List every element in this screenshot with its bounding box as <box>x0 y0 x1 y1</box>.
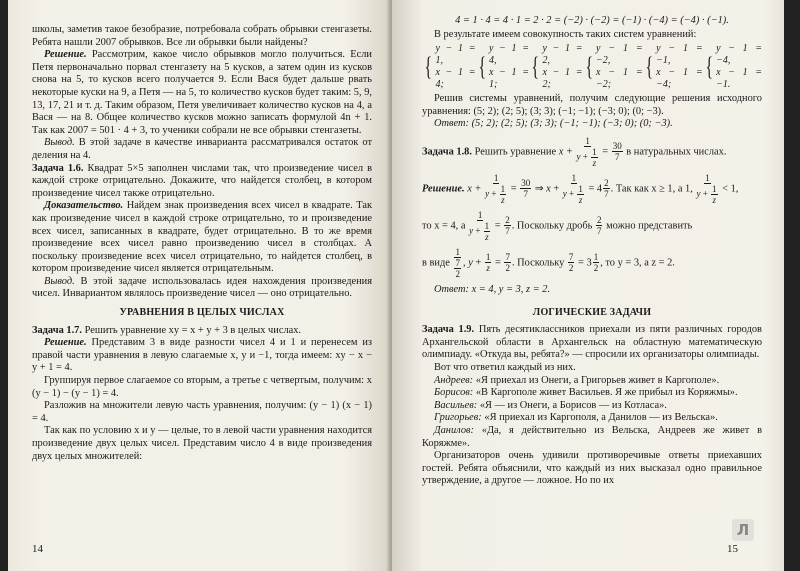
task-label: Задача 1.6. <box>32 162 84 174</box>
page-number: 14 <box>32 543 43 555</box>
paragraph: Организаторов очень удивили противоречивые ответы приехавших гостей. Ребята объяснили, что каждый из них высказал одно правильное утверждение, а другое — ложное. Но по их <box>422 450 762 487</box>
solution-line: то x = 4, а 1 y + $\frac{1}{z}$ = $\frac{2}{7}$ . Поскольку дробь $\frac{2}{7}$ можно представить <box>422 209 693 242</box>
quote: Григорьев: «Я приехал из Каргополя, а Данилов — из Вельска». <box>434 412 718 424</box>
paragraph: Доказательство. Найдем знак произведения всех чисел в квадрате. Так как произведение чисел в каждой строке отрицательно, то и произведение всех чисел, записанных в квадрате, будет отрицательно. В то же время произведение всех чисел равно произведению чисел в столбцах. А поскольку произведение всех чисел отрицательно, то найдется столбец, в котором произведение чисел является отрицательным. <box>32 200 372 275</box>
quote: Борисов: «В Каргополе живет Васильев. Я же прибыл из Коряжмы». <box>434 387 738 399</box>
right-text-column <box>422 14 762 488</box>
left-text-column <box>32 24 372 463</box>
paragraph: Вывод. В этой задаче в качестве инварианта рассматривался остаток от деления на 4. <box>32 137 372 161</box>
quote: Андреев: «Я приехал из Онеги, а Григорьев живет в Каргополе». <box>434 374 720 386</box>
paragraph: Задача 1.6. Квадрат 5×5 заполнен числами так, что произведение чисел в каждой строке отрицательно. Докажите, что найдется столбец, в котором произведение чисел также отрицательно. <box>32 162 372 199</box>
task-1-8: Задача 1.8. Решить уравнение x + 1 y + $\frac{1}{z}$ = $\frac{30}{7}$ в натуральных числах. <box>422 135 727 168</box>
equation-system: { y − 1 = 4, x − 1 = 1; <box>477 43 529 91</box>
paragraph: В результате имеем совокупность таких систем уравнений: <box>434 28 697 40</box>
quote: Васильев: «Я — из Онеги, а Борисов — из Котласа». <box>434 399 667 411</box>
answer: Ответ: x = 4, y = 3, z = 2. <box>434 283 551 295</box>
watermark-logo: Л <box>732 519 754 541</box>
solution-line: Решение. x + 1 y + $\frac{1}{z}$ = $\frac{30}{7}$ ⇒ x + 1 y + $\frac{1}{z}$ = 4 $\frac{2}{7}$ . Так как x ≥ 1, а 1, 1 y + $\frac{1}{z}$ < 1, <box>422 172 739 205</box>
page-number: 15 <box>727 543 738 555</box>
paragraph: Вывод. В этой задаче использовалась идея нахождения произведения чисел. Инвариантом являлось произведение чисел — оно отрицательно. <box>32 275 372 300</box>
proof-label: Доказательство. <box>44 200 124 212</box>
paragraph: Так как по условию x и y — целые, то в левой части уравнения находится произведение двух целых чисел. Представим число 4 в виде произведения двух целых множителей: <box>32 425 372 462</box>
paragraph: Задача 1.9. Пять десятиклассников приехали из пяти различных городов Архангельской области в Архангельск на областную математическую олимпиаду. «Откуда вы, ребята?» — спросили их организаторы олимпиады. <box>422 324 762 361</box>
equation-system: { y − 1 = −4, x − 1 = −1. <box>705 43 762 91</box>
paragraph: школы, заметив такое безобразие, потребовала собрать обрывки стенгазеты. Ребята нашли 2007 обрывков. Все ли обрывки были найдены? <box>32 24 372 48</box>
paragraph: Решение. Рассмотрим, какое число обрывков могло получиться. Если Петя первоначально порвал стенгазету на 5 кусков, а затем один из кусков снова на 5, то кусков всего получается 9. Если Вася будет дальше рвать некоторые куски на 9, а Петя — на 5, то количество кусков будет таким: 5, 9, 13, 17, 21 и т. д. Таким образом, Петя увеличивает количество кусков на 4, а Вася — на 8. Общее количество кусков можно записать формулой 4n + 1. Так как 2007 = 501 · 4 + 3, то ученики собрали не все обрывки стенгазеты. <box>32 49 372 136</box>
paragraph: Группируя первое слагаемое со вторым, а третье с четвертым, получим: x (y − 1) − (y − 1) = 4. <box>32 375 372 399</box>
left-page <box>8 0 392 571</box>
solution-line: в виде $\frac{1}{\frac{7}{2}}$ , y + $\frac{1}{z}$ = $\frac{7}{2}$ . Поскольку $\frac{7}{2}$ = 3 $\frac{1}{2}$ , то y = 3, а z = 2. <box>422 246 675 279</box>
conclusion-label: Вывод. <box>44 275 75 287</box>
equation: 4 = 1 · 4 = 4 · 1 = 2 · 2 = (−2) · (−2) = (−1) · (−4) = (−4) · (−1). <box>455 15 729 26</box>
equation-system: { y − 1 = −1, x − 1 = −4; <box>645 43 703 91</box>
equation-systems <box>422 43 762 91</box>
section-heading: УРАВНЕНИЯ В ЦЕЛЫХ ЧИСЛАХ <box>119 307 285 319</box>
quote: Данилов: «Да, я действительно из Вельска, Андреев же живет в Коряжме». <box>422 424 762 449</box>
paragraph: Решив системы уравнений, получим следующие решения исходного уравнения: (5; 2); (2; 5); (3; 3); (−1; −1); (−3; 0); (0; −3). <box>422 93 762 117</box>
paragraph: Решение. Представим 3 в виде разности чисел 4 и 1 и перенесем из правой части уравнения в левую слагаемые x, y и −1, тогда имеем: xy − x − y + 1 = 4. <box>32 337 372 374</box>
paragraph: Разложив на множители левую часть уравнения, получим: (y − 1) (x − 1) = 4. <box>32 400 372 424</box>
equation-system: { y − 1 = 2, x − 1 = 2; <box>531 43 583 91</box>
section-heading: ЛОГИЧЕСКИЕ ЗАДАЧИ <box>532 306 652 318</box>
paragraph: Задача 1.7. Решить уравнение xy = x + y + 3 в целых числах. <box>32 324 302 336</box>
answer: Ответ: (5; 2); (2; 5); (3; 3); (−1; −1); (−3; 0); (0; −3). <box>434 118 673 130</box>
equation-system: { y − 1 = 1, x − 1 = 4; <box>424 43 476 91</box>
equation-system: { y − 1 = −2, x − 1 = −2; <box>584 43 643 91</box>
solution-label: Решение. <box>44 49 87 61</box>
conclusion-label: Вывод. <box>44 137 75 149</box>
paragraph: Вот что ответил каждый из них. <box>434 361 576 373</box>
right-page <box>392 0 784 571</box>
task-label: Задача 1.7. <box>32 324 82 336</box>
solution-label: Решение. <box>44 337 87 349</box>
